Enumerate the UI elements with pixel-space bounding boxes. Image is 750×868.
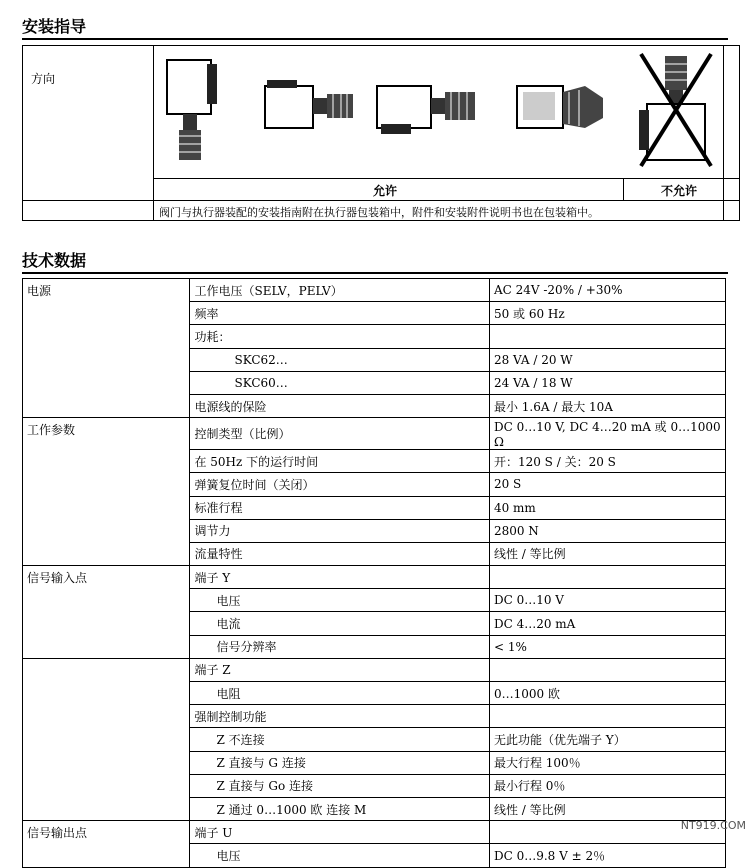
param-cell: Z 不连接	[190, 728, 489, 751]
actuator-angled-image	[503, 78, 613, 136]
value-cell: 50 或 60 Hz	[489, 302, 725, 325]
param-cell: Z 通过 0…1000 欧 连接 M	[190, 797, 489, 820]
not-allowed-label: 不允许	[661, 184, 698, 198]
param-cell: Z 直接与 Go 连接	[190, 774, 489, 797]
group-name-cell: 信号输出点	[23, 821, 190, 867]
param-cell: 工作电压（SELV，PELV）	[190, 279, 489, 302]
actuator-vertical-image	[163, 54, 223, 166]
value-cell: 最小行程 0％	[489, 774, 725, 797]
install-table	[22, 45, 740, 221]
tech-data-table	[22, 278, 726, 868]
install-title-rule	[22, 38, 728, 40]
value-cell: 最小 1.6A / 最大 10A	[489, 394, 725, 417]
param-cell: 电压	[190, 589, 489, 612]
value-cell: 最大行程 100％	[489, 751, 725, 774]
param-cell: 控制类型（比例）	[190, 418, 489, 450]
value-cell: DC 4…20 mA	[489, 612, 725, 635]
value-cell: AC 24V -20% / +30%	[489, 279, 725, 302]
table-row	[23, 821, 726, 844]
param-cell: 频率	[190, 302, 489, 325]
install-note: 阀门与执行器装配的安装指南附在执行器包装箱中，附件和安装附件说明书也在包装箱中。	[159, 206, 599, 219]
value-cell: 2800 N	[489, 519, 725, 542]
direction-label: 方向	[31, 72, 56, 86]
param-cell: 电阻	[190, 682, 489, 705]
actuator-horizontal-image	[261, 76, 359, 138]
param-cell: 端子 U	[190, 821, 489, 844]
value-cell: DC 0…10 V, DC 4…20 mA 或 0…1000 Ω	[489, 418, 725, 450]
actuator-upside-down-not-allowed-image	[635, 52, 717, 170]
group-name-cell: 工作参数	[23, 418, 190, 566]
actuator-horizontal-image	[373, 76, 483, 138]
param-cell: 电源线的保险	[190, 394, 489, 417]
value-cell	[489, 705, 725, 728]
tech-data-title: 技术数据	[22, 251, 87, 270]
table-row	[23, 566, 726, 589]
value-cell: 28 VA / 20 W	[489, 348, 725, 371]
value-cell	[489, 566, 725, 589]
param-cell: SKC62…	[190, 348, 489, 371]
group-name-cell: 信号输入点	[23, 566, 190, 659]
param-cell: 弹簧复位时间（关闭）	[190, 473, 489, 496]
allowed-label: 允许	[373, 184, 398, 198]
table-row	[23, 418, 726, 450]
param-cell: 信号分辨率	[190, 635, 489, 658]
param-cell: 端子 Y	[190, 566, 489, 589]
watermark: NT919.COM	[680, 819, 746, 832]
tech-title-rule	[22, 272, 728, 274]
value-cell	[489, 325, 725, 348]
value-cell: 开：120 S / 关：20 S	[489, 450, 725, 473]
param-cell: 端子 Z	[190, 658, 489, 681]
install-guide-title: 安装指导	[22, 17, 87, 36]
value-cell: < 1%	[489, 635, 725, 658]
param-cell: Z 直接与 G 连接	[190, 751, 489, 774]
value-cell: DC 0…10 V	[489, 589, 725, 612]
param-cell: 强制控制功能	[190, 705, 489, 728]
group-name-cell	[23, 658, 190, 820]
table-row	[23, 658, 726, 681]
param-cell: 电压	[190, 844, 489, 867]
value-cell: 20 S	[489, 473, 725, 496]
value-cell: DC 0…9.8 V ± 2％	[489, 844, 725, 867]
value-cell	[489, 658, 725, 681]
param-cell: 调节力	[190, 519, 489, 542]
value-cell: 无此功能（优先端子 Y）	[489, 728, 725, 751]
value-cell: 线性 / 等比例	[489, 797, 725, 820]
table-row	[23, 279, 726, 302]
group-name-cell: 电源	[23, 279, 190, 418]
value-cell: 40 mm	[489, 496, 725, 519]
param-cell: 在 50Hz 下的运行时间	[190, 450, 489, 473]
param-cell: SKC60…	[190, 371, 489, 394]
param-cell: 标准行程	[190, 496, 489, 519]
value-cell: 线性 / 等比例	[489, 542, 725, 565]
param-cell: 功耗：	[190, 325, 489, 348]
param-cell: 流量特性	[190, 542, 489, 565]
param-cell: 电流	[190, 612, 489, 635]
value-cell: 24 VA / 18 W	[489, 371, 725, 394]
value-cell: 0…1000 欧	[489, 682, 725, 705]
